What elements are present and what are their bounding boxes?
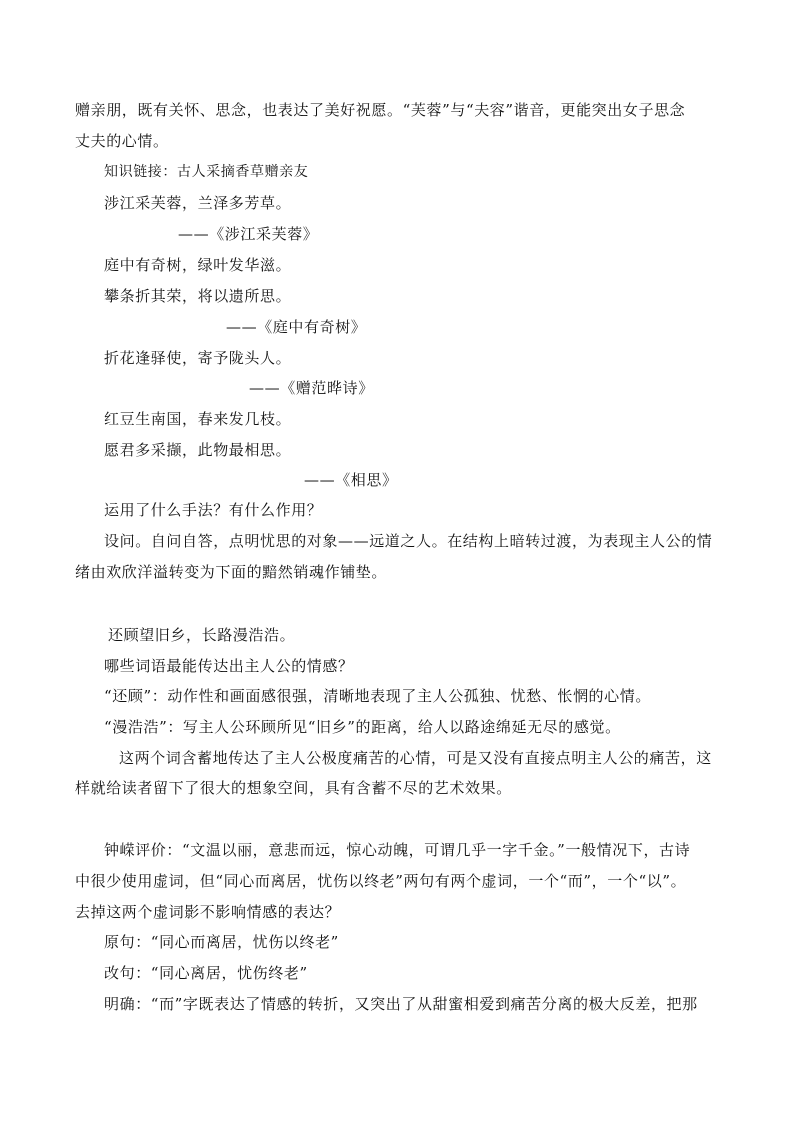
text-line: 知识链接：古人采摘香草赠亲友 [104,164,309,180]
text-line: 设问。自问自答，点明忧思的对象——远道之人。在结构上暗转过渡，为表现主人公的情 [104,532,713,550]
poem-line: 愿君多采撷，此物最相思。 [104,441,292,459]
text-line: 原句：“同心而离居，忧伤以终老” [104,933,339,951]
poem-line: 还顾望旧乡，长路漫浩浩。 [108,626,296,644]
poem-line: 折花逢驿使，寄予陇头人。 [104,349,292,367]
text-line: 赠亲朋，既有关怀、思念，也表达了美好祝愿。“芙蓉”与“夫容”谐音，更能突出女子思念 [75,101,686,119]
poem-attribution: ——《涉江采芙蓉》 [178,225,319,243]
text-line: 改句：“同心离居，忧伤终老” [104,964,308,982]
poem-attribution: ——《赠范晔诗》 [249,379,374,397]
text-line: 绪由欢欣洋溢转变为下面的黯然销魂作铺垫。 [75,563,388,581]
text-line: “还顾”：动作性和画面感很强，清晰地表现了主人公孤独、忧愁、怅惘的心情。 [104,687,651,705]
text-line: 这两个词含蓄地传达了主人公极度痛苦的心情，可是又没有直接点明主人公的痛苦，这 [119,749,712,767]
text-line: 去掉这两个虚词影不影响情感的表达？ [75,903,341,921]
poem-attribution: ——《相思》 [304,471,398,489]
question-line: 哪些词语最能传达出主人公的情感？ [104,657,354,675]
text-line: 明确：“而”字既表达了情感的转折，又突出了从甜蜜相爱到痛苦分离的极大反差，把那 [104,995,698,1013]
poem-attribution: ——《庭中有奇树》 [226,318,367,336]
text-line: 钟嵘评价：“文温以丽，意悲而远，惊心动魄，可谓几乎一字千金。”一般情况下，古诗 [104,841,691,859]
poem-line: 涉江采芙蓉，兰泽多芳草。 [104,194,292,212]
text-line: “漫浩浩”：写主人公环顾所见“旧乡”的距离，给人以路途绵延无尽的感觉。 [104,718,621,736]
poem-line: 攀条折其荣，将以遗所思。 [104,287,292,305]
poem-line: 红豆生南国，春来发几枝。 [104,410,292,428]
text-line: 样就给读者留下了很大的想象空间，具有含蓄不尽的艺术效果。 [75,779,512,797]
text-line: 中很少使用虚词，但“同心而离居，忧伤以终老”两句有两个虚词，一个“而”，一个“以”。 [75,872,687,890]
question-line: 运用了什么手法？有什么作用？ [104,501,323,519]
text-line: 丈夫的心情。 [75,132,169,150]
poem-line: 庭中有奇树，绿叶发华滋。 [104,256,292,274]
